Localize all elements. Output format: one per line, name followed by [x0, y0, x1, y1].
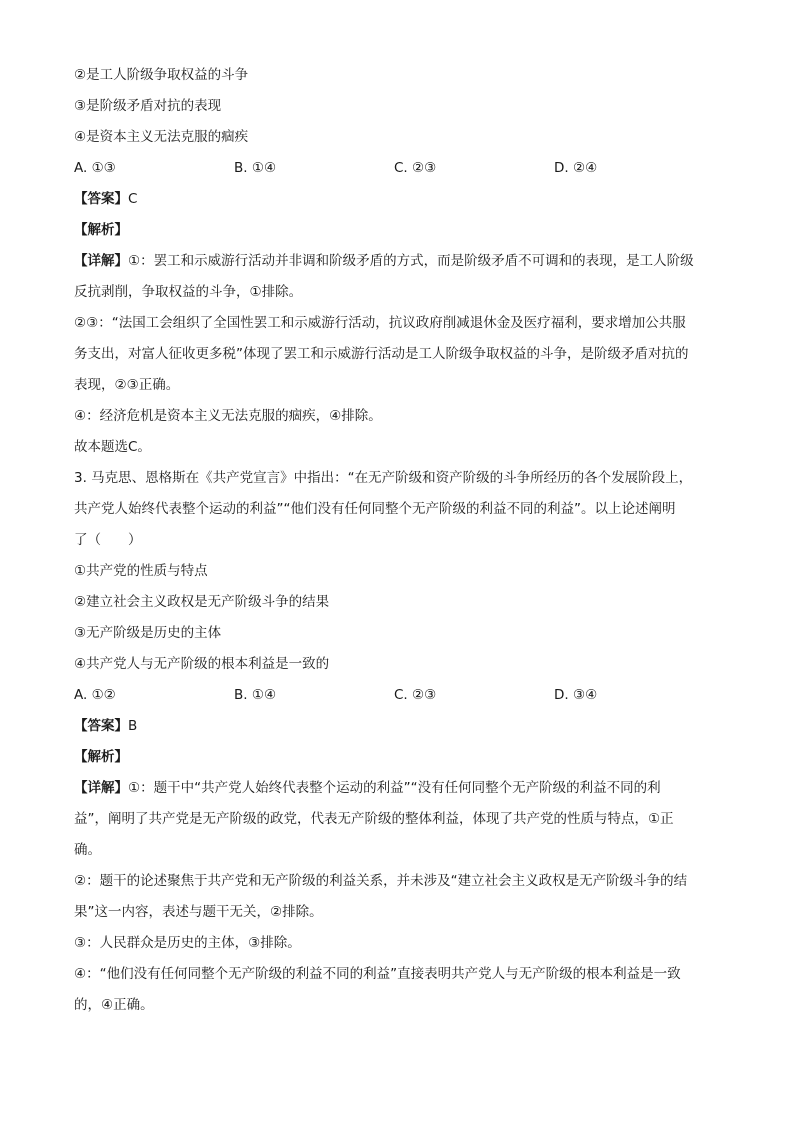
q3-stem-line-3: 了（ ）	[74, 532, 142, 548]
q2-choice-a: A. ①③	[74, 160, 116, 176]
q2-detail-line-1	[74, 246, 724, 277]
q3-option-4: ④共产党人与无产阶级的根本利益是一致的	[74, 656, 330, 672]
q3-detail-line-7: ④：“他们没有任何同整个无产阶级的利益不同的利益”直接表明共产党人与无产阶级的根本利益是一致	[74, 966, 681, 982]
q3-choice-c: C. ②③	[394, 687, 437, 703]
q3-choice-d: D. ③④	[554, 687, 598, 703]
q3-detail-label: 【详解】	[74, 780, 128, 796]
document-page	[74, 60, 724, 1021]
q2-detail-line-7: 故本题选C。	[74, 439, 151, 455]
q3-option-1: ①共产党的性质与特点	[74, 563, 208, 579]
q3-detail-line-3: 确。	[74, 842, 101, 858]
q2-choice-c: C. ②③	[394, 160, 437, 176]
q3-detail-text-1: ①：题干中“共产党人始终代表整个运动的利益”“没有任何同整个无产阶级的利益不同的利	[128, 780, 661, 796]
q2-answer-value: C	[128, 191, 138, 207]
q3-stem-line-1: 3. 马克思、恩格斯在《共产党宣言》中指出：“在无产阶级和资产阶级的斗争所经历的各个发展阶段上，	[74, 470, 693, 486]
q2-analysis-label: 【解析】	[74, 222, 128, 238]
q3-option-2: ②建立社会主义政权是无产阶级斗争的结果	[74, 594, 330, 610]
q2-answer-label: 【答案】	[74, 191, 128, 207]
q3-stem-line-2: 共产党人始终代表整个运动的利益”“他们没有任何同整个无产阶级的利益不同的利益”。以上论述阐明	[74, 501, 676, 517]
q2-detail-line-2: 反抗剥削，争取权益的斗争，①排除。	[74, 284, 303, 300]
q3-answer	[74, 711, 724, 742]
q3-answer-label: 【答案】	[74, 718, 128, 734]
q2-option-2: ②是工人阶级争取权益的斗争	[74, 67, 249, 83]
q2-answer	[74, 184, 724, 215]
q2-detail-line-3: ②③：“法国工会组织了全国性罢工和示威游行活动，抗议政府削减退休金及医疗福利，要求增加公共服	[74, 315, 686, 331]
q2-choices	[74, 153, 724, 184]
q3-detail-line-8: 的，④正确。	[74, 997, 154, 1013]
q2-choice-b: B. ①④	[234, 160, 277, 176]
q3-choice-a: A. ①②	[74, 687, 116, 703]
q2-detail-line-5: 表现，②③正确。	[74, 377, 180, 393]
q3-analysis-heading	[74, 742, 724, 773]
q3-detail-line-5: 果”这一内容，表述与题干无关，②排除。	[74, 904, 323, 920]
q2-option-3: ③是阶级矛盾对抗的表现	[74, 98, 222, 114]
q2-analysis-heading	[74, 215, 724, 246]
q3-answer-value: B	[128, 718, 138, 734]
q3-detail-line-1	[74, 773, 724, 804]
q3-choice-b: B. ①④	[234, 687, 277, 703]
q2-detail-line-6: ④：经济危机是资本主义无法克服的痼疾，④排除。	[74, 408, 382, 424]
q2-detail-label: 【详解】	[74, 253, 128, 269]
q3-choices	[74, 680, 724, 711]
q3-detail-line-2: 益”，阐明了共产党是无产阶级的政党，代表无产阶级的整体利益，体现了共产党的性质与特点，①正	[74, 811, 674, 827]
q2-detail-text-1: ①：罢工和示威游行活动并非调和阶级矛盾的方式，而是阶级矛盾不可调和的表现，是工人阶级	[128, 253, 694, 269]
q2-choice-d: D. ②④	[554, 160, 598, 176]
q2-option-4: ④是资本主义无法克服的痼疾	[74, 129, 249, 145]
q3-detail-line-4: ②：题干的论述聚焦于共产党和无产阶级的利益关系，并未涉及“建立社会主义政权是无产阶级斗争的结	[74, 873, 688, 889]
q3-option-3: ③无产阶级是历史的主体	[74, 625, 222, 641]
q3-analysis-label: 【解析】	[74, 749, 128, 765]
q2-detail-line-4: 务支出，对富人征收更多税”体现了罢工和示威游行活动是工人阶级争取权益的斗争，是阶级矛盾对抗的	[74, 346, 689, 362]
q3-detail-line-6: ③：人民群众是历史的主体，③排除。	[74, 935, 301, 951]
